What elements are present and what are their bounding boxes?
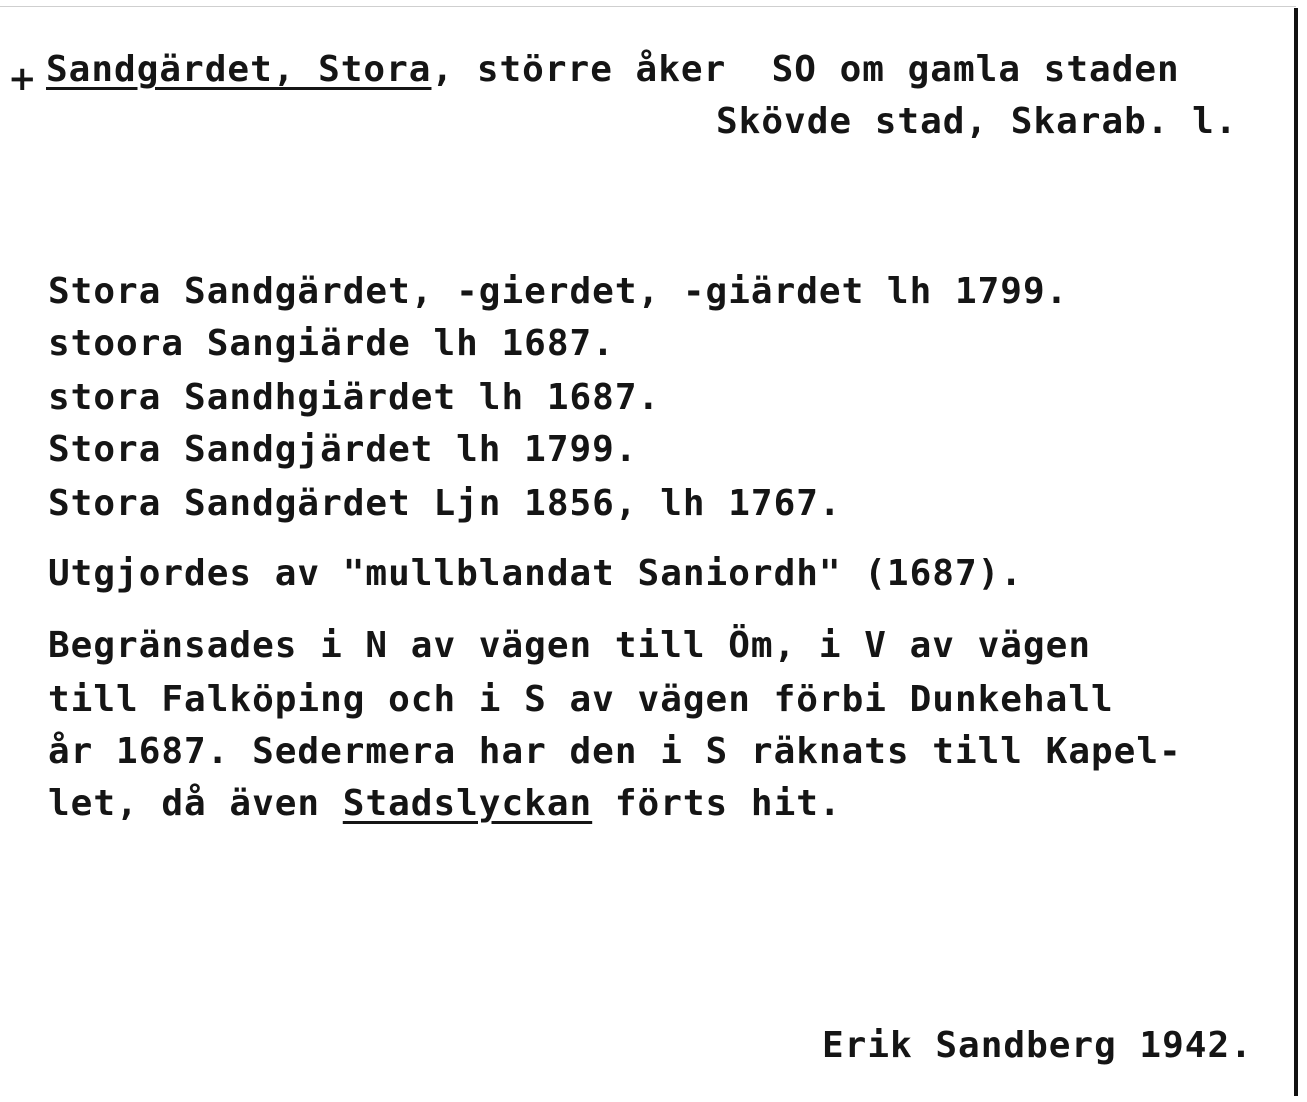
description-line-1: Begränsades i N av vägen till Öm, i V av vägen — [48, 625, 1091, 666]
description-line-3: år 1687. Sedermera har den i S räknats till Kapel- — [48, 731, 1182, 772]
description-line-4 — [48, 782, 842, 826]
form-line-1: Stora Sandgärdet, -gierdet, -giärdet lh 1799. — [48, 271, 1069, 312]
description-line-2: till Falköping och i S av vägen förbi Dunkehall — [48, 679, 1114, 720]
card-heading — [46, 48, 1180, 92]
description-line-4-prefix: let, då även — [48, 783, 343, 824]
cross-mark-icon: + — [8, 59, 37, 99]
card-right-border — [1294, 8, 1298, 1096]
composition-note: Utgjordes av "mullblandat Saniordh" (1687). — [48, 553, 1023, 594]
form-line-4: Stora Sandgjärdet lh 1799. — [48, 429, 638, 470]
form-line-3: stora Sandhgiärdet lh 1687. — [48, 377, 661, 418]
form-line-5: Stora Sandgärdet Ljn 1856, lh 1767. — [48, 483, 842, 524]
place-description: större åker SO om gamla staden — [454, 49, 1180, 90]
cross-reference-stadslyckan: Stadslyckan — [342, 783, 593, 824]
signature: Erik Sandberg 1942. — [822, 1025, 1253, 1066]
form-line-2: stoora Sangiärde lh 1687. — [48, 323, 615, 364]
place-name: Sandgärdet, Stora — [46, 49, 432, 90]
place-location: Skövde stad, Skarab. l. — [716, 101, 1238, 142]
top-edge-line — [0, 6, 1296, 7]
place-name-comma: , — [431, 49, 455, 90]
description-line-4-suffix: förts hit. — [592, 783, 842, 824]
